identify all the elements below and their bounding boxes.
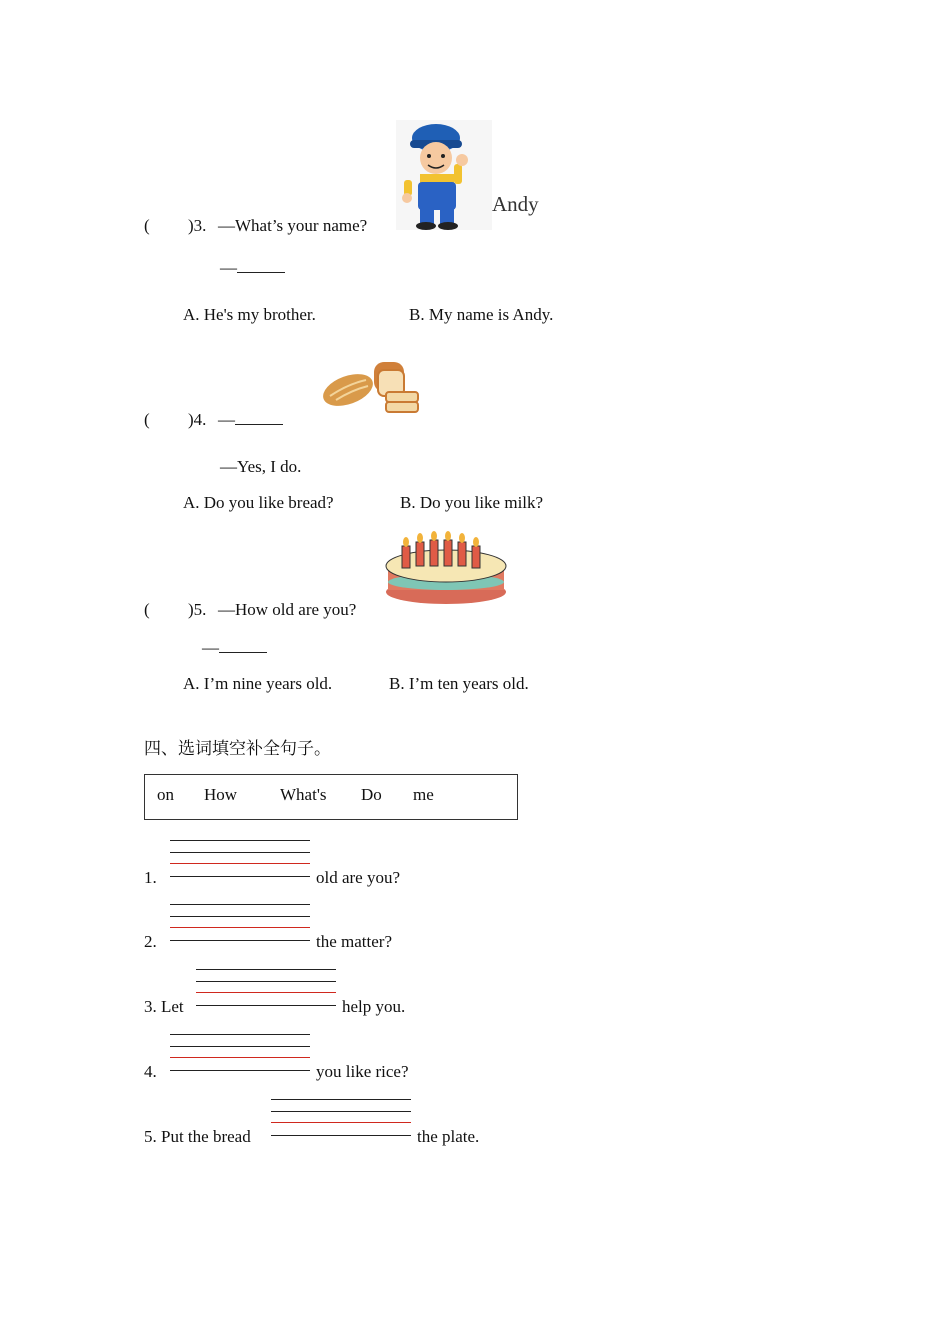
answer-line: — xyxy=(202,638,267,658)
option-b: B. My name is Andy. xyxy=(409,305,554,324)
fill-item-prefix: 3. Let xyxy=(144,997,184,1016)
option-b: B. Do you like milk? xyxy=(400,493,544,512)
writing-lines[interactable] xyxy=(196,969,336,1009)
question-number: )5. xyxy=(188,600,207,619)
answer-line: — xyxy=(220,258,285,278)
word-bank xyxy=(144,774,518,820)
bread-illustration xyxy=(322,356,422,416)
fill-item-suffix: you like rice? xyxy=(316,1062,409,1081)
writing-lines[interactable] xyxy=(170,840,310,880)
fill-item-suffix: the matter? xyxy=(316,932,392,951)
fill-item-prefix: 1. xyxy=(144,868,157,887)
writing-lines[interactable] xyxy=(170,1034,310,1074)
writing-lines[interactable] xyxy=(271,1099,411,1139)
boy-illustration xyxy=(396,120,492,230)
fill-item-prefix: 5. Put the bread xyxy=(144,1127,251,1146)
option-b: B. I’m ten years old. xyxy=(389,674,529,693)
word-option: What's xyxy=(280,785,327,804)
word-option: How xyxy=(204,785,238,804)
section-title: 四、选词填空补全句子。 xyxy=(144,739,331,759)
word-option: on xyxy=(157,785,174,804)
question-text: —What’s your name? xyxy=(218,216,368,235)
answer-blank[interactable] xyxy=(219,638,267,653)
question-number: )4. xyxy=(188,410,207,429)
question-text: —How old are you? xyxy=(218,600,357,619)
question-blank[interactable] xyxy=(235,410,283,425)
fill-item-prefix: 4. xyxy=(144,1062,157,1081)
question-number: )3. xyxy=(188,216,207,235)
option-a: A. He's my brother. xyxy=(183,305,316,324)
cake-illustration xyxy=(384,532,508,608)
answer-paren-open[interactable]: ( xyxy=(144,410,150,429)
option-a: A. I’m nine years old. xyxy=(183,674,333,693)
question-text: — xyxy=(218,410,283,430)
fill-item-suffix: the plate. xyxy=(417,1127,480,1146)
answer-line: —Yes, I do. xyxy=(220,457,302,476)
answer-paren-open[interactable]: ( xyxy=(144,216,150,235)
fill-item-suffix: help you. xyxy=(342,997,406,1016)
word-option: me xyxy=(413,785,434,804)
fill-item-suffix: old are you? xyxy=(316,868,401,887)
option-a: A. Do you like bread? xyxy=(183,493,334,512)
answer-paren-open[interactable]: ( xyxy=(144,600,150,619)
writing-lines[interactable] xyxy=(170,904,310,944)
name-caption: Andy xyxy=(492,192,539,216)
fill-item-prefix: 2. xyxy=(144,932,157,951)
answer-blank[interactable] xyxy=(237,258,285,273)
word-option: Do xyxy=(361,785,382,804)
